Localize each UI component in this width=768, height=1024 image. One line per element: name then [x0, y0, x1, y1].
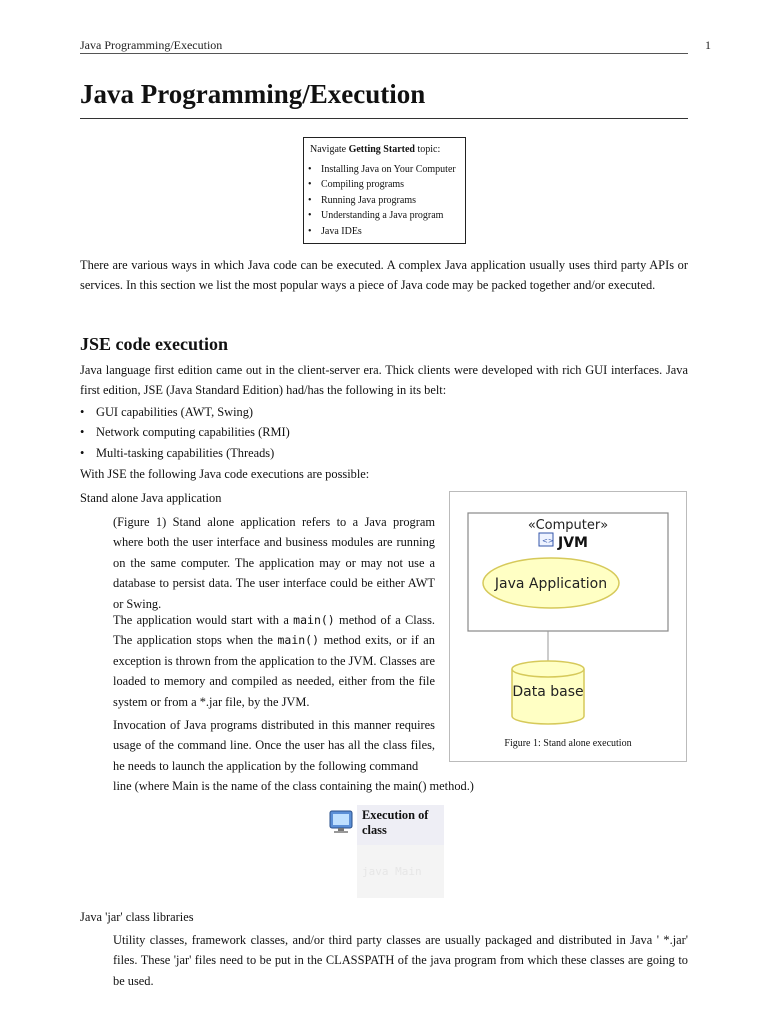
list-item: [80, 402, 290, 422]
navbox-suffix: topic:: [414, 144, 441, 155]
list-item-label: GUI capabilities (AWT, Swing): [96, 405, 254, 419]
navbox-item-label[interactable]: Running Java programs: [321, 194, 416, 206]
navbox-prefix: Navigate: [310, 144, 349, 155]
navigation-box: [303, 137, 466, 244]
text-run: line (where Main is the name of the class containing the main() method.): [113, 779, 474, 794]
section-heading-jse: JSE code execution: [80, 334, 228, 354]
list-item: [80, 422, 290, 442]
list-item: [80, 443, 290, 463]
monitor-icon: [329, 810, 353, 834]
running-header: Java Programming/Execution: [80, 38, 223, 52]
bullet-icon: •: [308, 164, 312, 175]
standalone-paragraph-2: [113, 610, 435, 712]
bullet-icon: •: [308, 210, 312, 222]
term-jar-libraries: Java 'jar' class libraries: [80, 910, 194, 924]
text-run: The application would start with a: [113, 613, 294, 627]
figure-standalone-execution: [449, 491, 687, 741]
page-title: Java Programming/Execution: [80, 79, 426, 109]
jvm-icon: [539, 533, 554, 546]
jse-after-bullets: With JSE the following Java code executions are possible:: [80, 467, 370, 481]
text-run: method exits, or if an exception is thrown from the application to the JVM. Classes are loaded to memory and compiled as needed, either from the file system or from a *.jar file, by the JVM.: [113, 633, 435, 709]
navbox-item-label[interactable]: Java IDEs: [321, 225, 362, 237]
svg-text:<>: <>: [542, 537, 554, 545]
list-item-label: Multi-tasking capabilities (Threads): [96, 445, 275, 460]
intro-paragraph: There are various ways in which Java code can be executed. A complex Java application usually uses third party APIs or services. In this section we list the most popular ways a piece of Java code may be packed together and/or executed.: [80, 258, 688, 293]
node-label-jvm: JVM: [558, 535, 588, 551]
inline-code: main(): [277, 633, 320, 648]
command-code: java Main: [362, 865, 422, 878]
navbox-item[interactable]: [308, 208, 456, 223]
text-run: method of a Class. The application stops when the: [113, 613, 435, 648]
header-rule: [80, 53, 688, 54]
node-stereotype: «Computer»: [527, 518, 609, 533]
text-run: Invocation of Java programs distributed in this manner requires usage of the command line. Once the user has all the class files, he needs to launch the application by the following command: [113, 718, 435, 773]
bullet-icon: •: [308, 194, 312, 206]
bullet-icon: •: [308, 179, 312, 191]
standalone-paragraph-1: (Figure 1) Stand alone application refers to a Java program where both the user interface and business modules are running on the same computer. The application may or may not use a database to persist data. The user interface could be either AWT or Swing.: [113, 515, 435, 611]
navbox-item-label[interactable]: Understanding a Java program: [321, 210, 444, 222]
jse-bullet-list: [80, 402, 290, 463]
bullet-icon: •: [80, 425, 85, 440]
bullet-icon: •: [80, 445, 85, 460]
component-label: Java Application: [494, 576, 608, 592]
navbox-item-label[interactable]: Installing Java on Your Computer: [321, 164, 456, 175]
database-label: Data base: [512, 684, 584, 700]
inline-code: main(): [293, 613, 335, 627]
bullet-icon: •: [80, 405, 85, 419]
jar-paragraph: Utility classes, framework classes, and/or third party classes are usually packaged and distributed in Java ' *.jar' files. These 'jar' files need to be put in the CLASSPATH of the java program from which these classes are going to be used.: [113, 933, 688, 988]
navbox-item[interactable]: [308, 193, 456, 208]
navbox-item-label[interactable]: Compiling programs: [321, 179, 405, 191]
list-item-label: Network computing capabilities (RMI): [96, 425, 290, 440]
navbox-list: [308, 162, 456, 239]
navbox-topic: Getting Started: [348, 144, 415, 155]
term-standalone: Stand alone Java application: [80, 491, 222, 505]
page-number: 1: [705, 38, 711, 52]
figure-caption: Figure 1: Stand alone execution: [504, 738, 632, 749]
bullet-icon: •: [308, 225, 312, 237]
title-rule: [80, 118, 688, 119]
navbox-item[interactable]: [308, 224, 456, 239]
jse-paragraph: Java language first edition came out in the client-server era. Thick clients were developed with rich GUI interfaces. Java first edition, JSE (Java Standard Edition) had/has the following in its belt:: [80, 363, 688, 398]
command-box-title: Execution of class: [362, 808, 429, 837]
navbox-item[interactable]: [308, 177, 456, 192]
navbox-heading: [310, 144, 440, 155]
navbox-item[interactable]: [308, 162, 456, 177]
